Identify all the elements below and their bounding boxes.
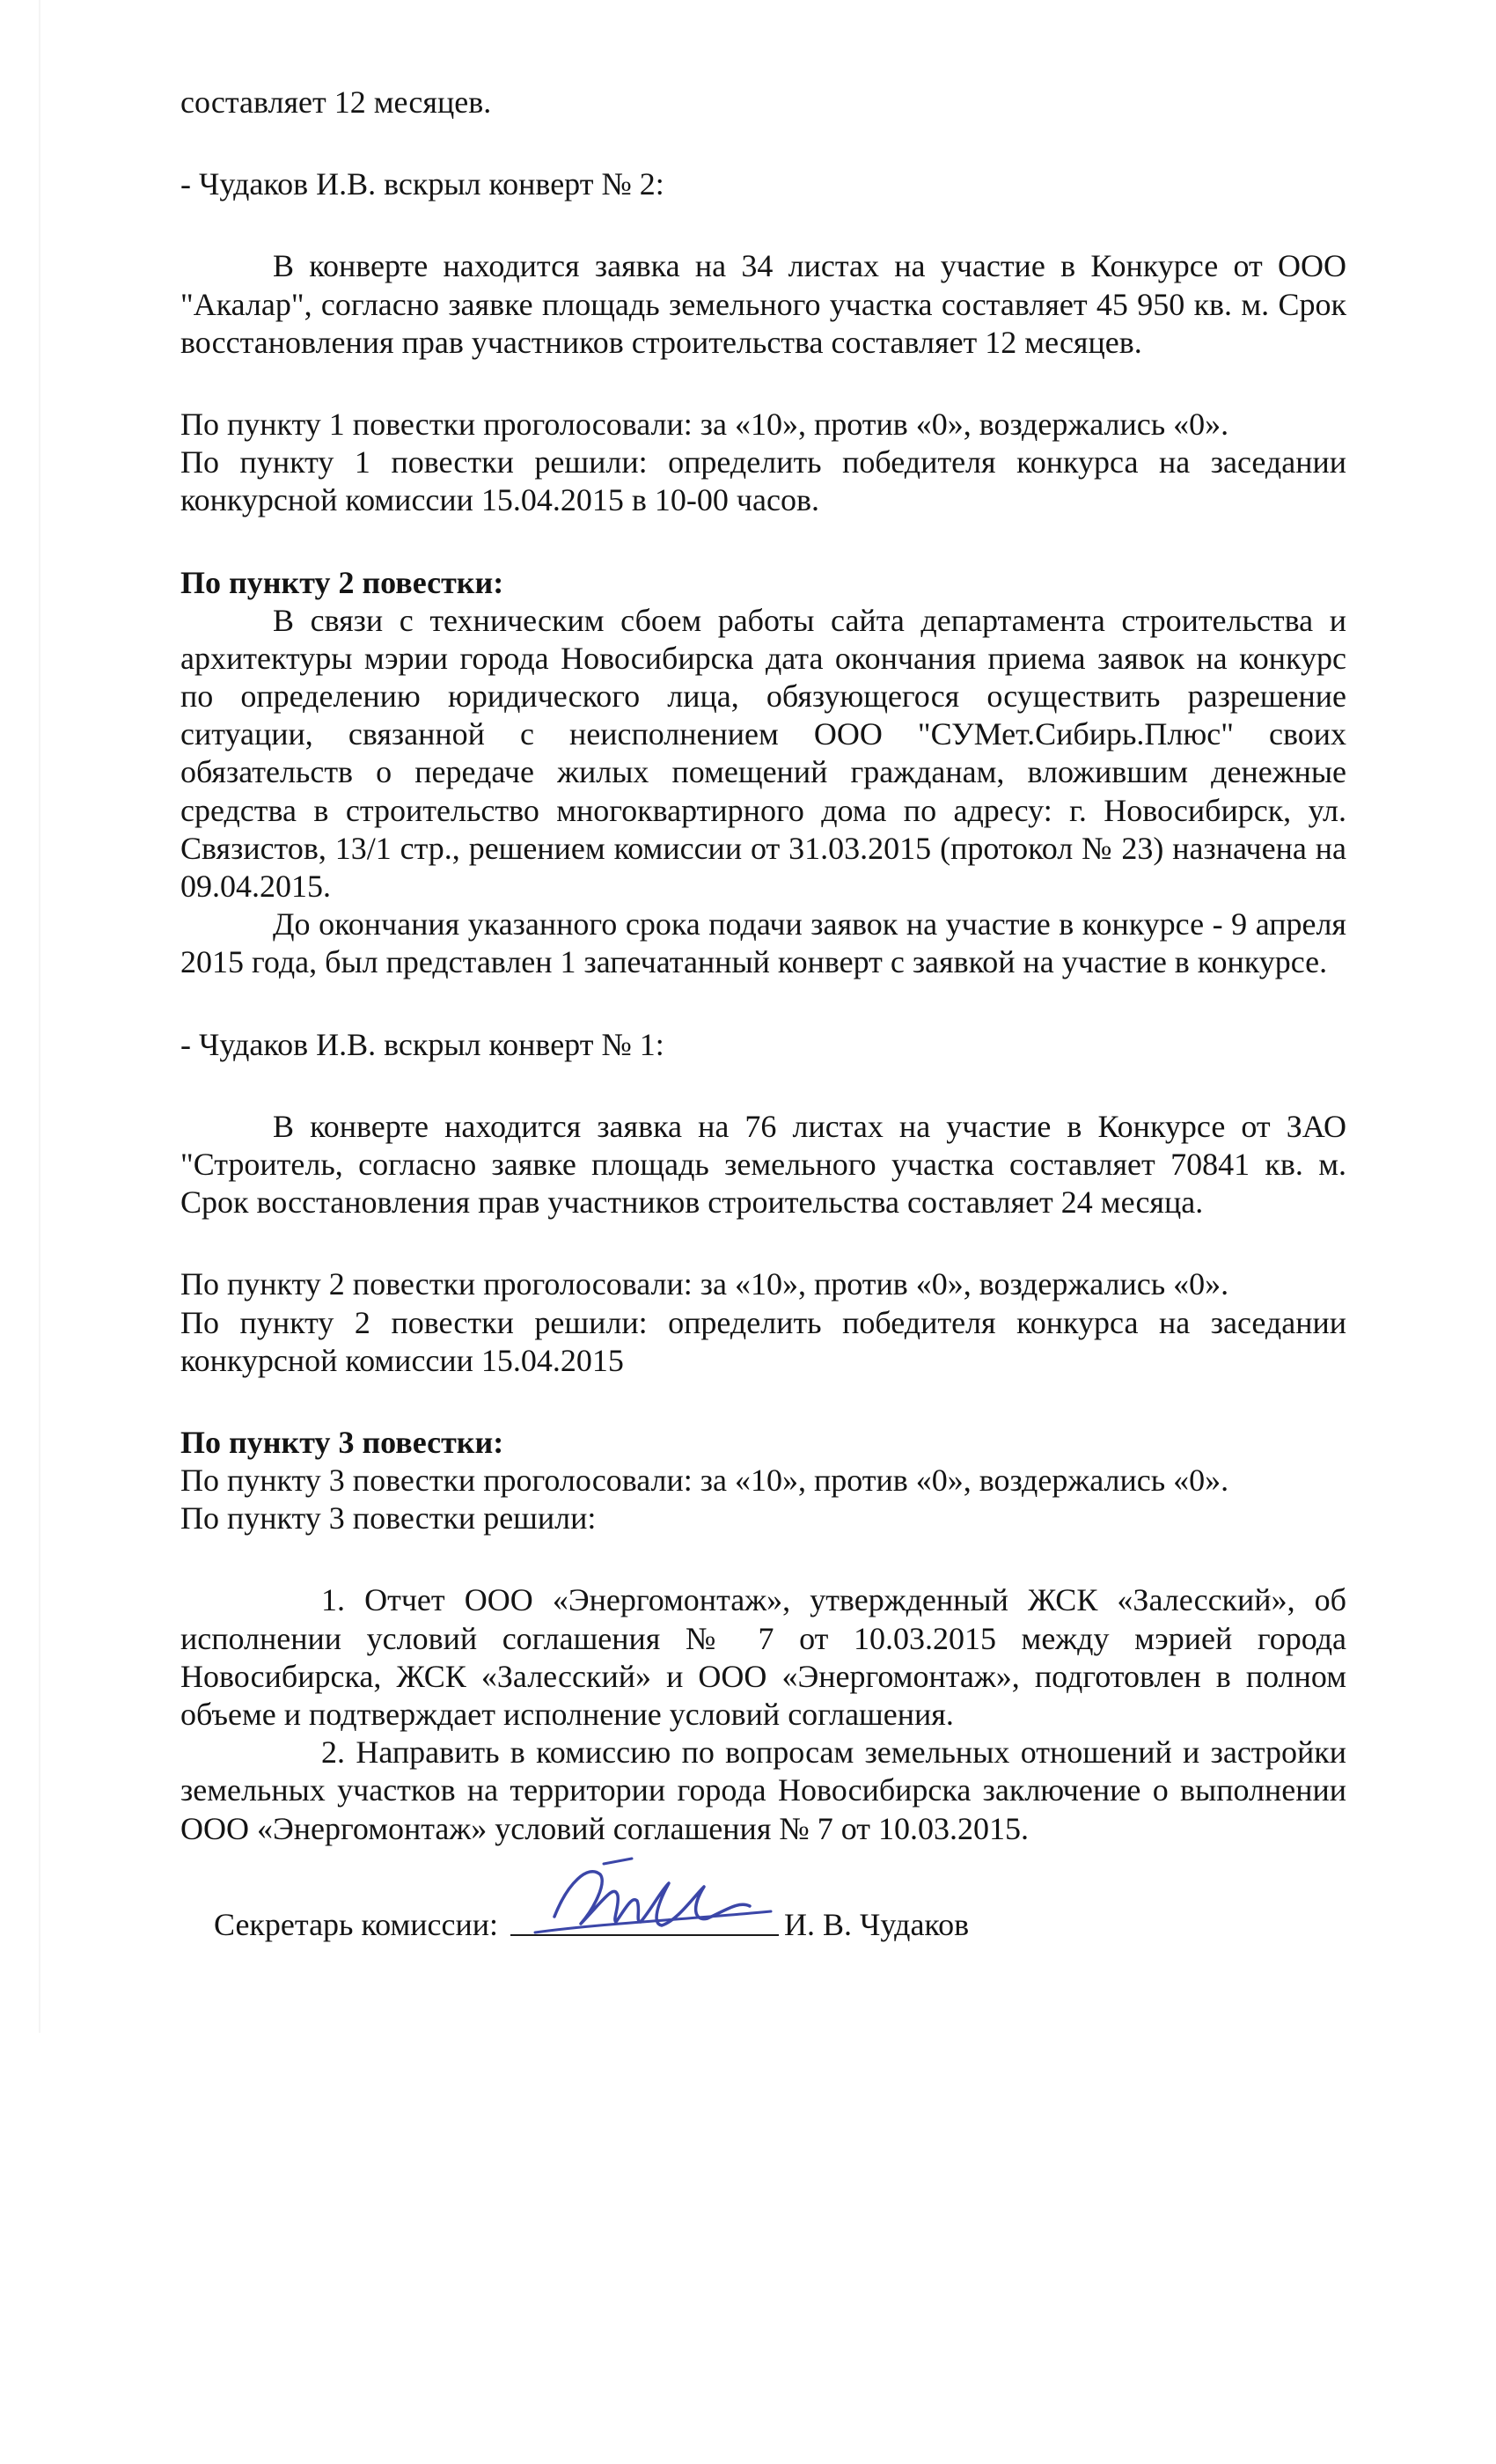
item-2-decision: По пункту 2 повестки решили: определить победителя конкурса на заседании конкурсной комиссии 15.04.2015: [180, 1304, 1346, 1378]
item-3-heading: По пункту 3 повестки:: [180, 1424, 504, 1460]
item-2-heading: По пункту 2 повестки:: [180, 564, 504, 600]
signature-line: [510, 1899, 779, 1936]
envelope-1-opened: - Чудаков И.В. вскрыл конверт № 1:: [180, 1026, 664, 1062]
signature-name: И. В. Чудаков: [783, 1906, 970, 1942]
item-1-vote: По пункту 1 повестки проголосовали: за «10», против «0», воздержались «0».: [180, 406, 1229, 442]
envelope-2-content: В конверте находится заявка на 34 листах на участие в Конкурсе от ООО "Акалар", согласно заявке площадь земельного участка составляет 45 950 кв. м. Срок восстановления прав участников строительства составляет 12 месяцев.: [180, 248, 1346, 360]
scan-edge: [39, 0, 40, 2033]
item-3-decision-label: По пункту 3 повестки решили:: [180, 1500, 597, 1536]
item-2-vote: По пункту 2 повестки проголосовали: за «10», против «0», воздержались «0».: [180, 1266, 1229, 1302]
decision-list-item-1: 1. Отчет ООО «Энергомонтаж», утвержденный ЖСК «Залесский», об исполнении условий соглашения № 7 от 10.03.2015 между мэрией города Новосибирска, ЖСК «Залесский» и ООО «Энергомонтаж», подготовлен в полном объеме и подтверждает исполнение условий соглашения.: [180, 1582, 1346, 1732]
item-1-decision: По пункту 1 повестки решили: определить победителя конкурса на заседании конкурсной комиссии 15.04.2015 в 10-00 часов.: [180, 444, 1346, 518]
paragraph-continuation: составляет 12 месяцев.: [180, 84, 492, 120]
document-body: [180, 84, 1346, 1944]
item-2-text: В связи с техническим сбоем работы сайта департамента строительства и архитектуры мэрии города Новосибирска дата окончания приема заявок на конкурс по определению юридического лица, обязующегося осуществить разрешение ситуации, связанной с неисполнением ООО "СУМет.Сибирь.Плюс" своих обязательств о передаче жилых помещений гражданам, вложившим денежные средства в строительство многоквартирного дома по адресу: г. Новосибирск, ул. Связистов, 13/1 стр., решением комиссии от 31.03.2015 (протокол № 23) назначена на 09.04.2015.: [180, 602, 1346, 904]
handwritten-signature: [519, 1848, 783, 1945]
item-2-deadline-text: До окончания указанного срока подачи заявок на участие в конкурсе - 9 апреля 2015 года, был представлен 1 запечатанный конверт с заявкой на участие в конкурсе.: [180, 906, 1346, 980]
item-3-vote: По пункту 3 повестки проголосовали: за «10», против «0», воздержались «0».: [180, 1463, 1229, 1499]
envelope-2-opened: - Чудаков И.В. вскрыл конверт № 2:: [180, 166, 664, 202]
decision-list-item-2: 2. Направить в комиссию по вопросам земельных отношений и застройки земельных участков на территории города Новосибирска заключение о выполнении ООО «Энергомонтаж» условий соглашения № 7 от 10.03.2015.: [180, 1734, 1346, 1846]
signature-block: [180, 1899, 1346, 1944]
envelope-1-content: В конверте находится заявка на 76 листах на участие в Конкурсе от ЗАО "Строитель, согласно заявке площадь земельного участка составляет 70841 кв. м. Срок восстановления прав участников строительства составляет 24 месяца.: [180, 1108, 1346, 1221]
signature-label: Секретарь комиссии:: [214, 1906, 498, 1942]
